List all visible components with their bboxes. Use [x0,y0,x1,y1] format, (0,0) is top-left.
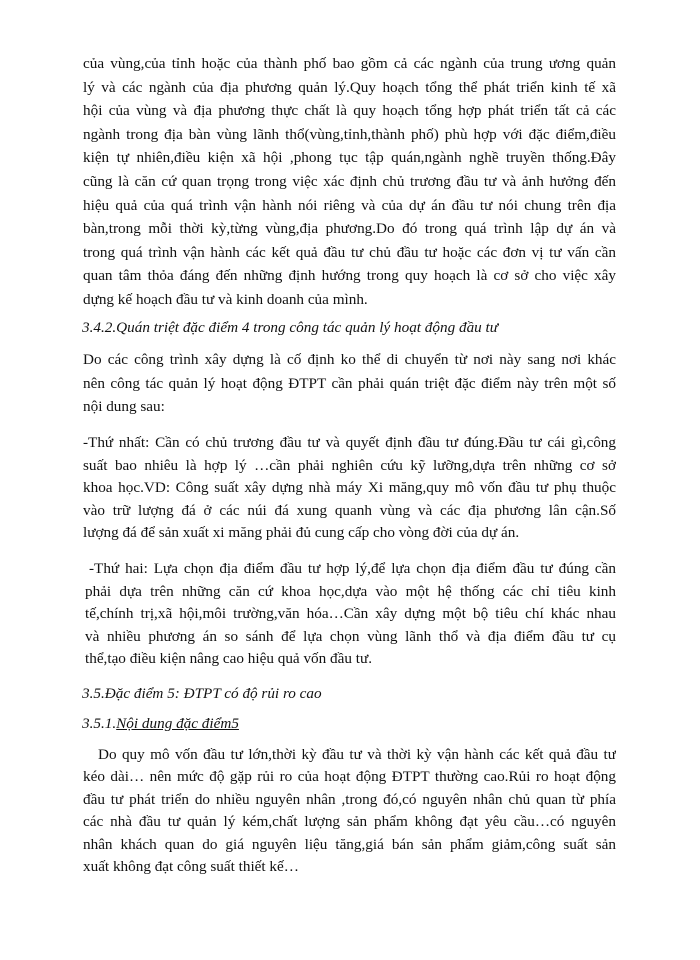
text-line: thể,tạo điều kiện nâng cao hiệu quả vốn đầu tư. [85,650,373,668]
text-line: phải dựa trên những căn cứ khoa học,dựa vào một hệ thống các chỉ tiêu kinh [85,582,616,600]
heading-3-5-1 [82,714,239,733]
text-line: ngành trong địa bàn vùng lãnh thổ(vùng,tỉnh,thành phố) phù hợp với đặc điểm,điều [83,125,616,143]
text-line: nội dung sau: [83,398,165,416]
heading-3-4-2-text: 3.4.2.Quán triệt đặc điểm 4 trong công tác quản lý hoạt động đầu tư [82,319,499,336]
text-line: -Thứ hai: Lựa chọn địa điểm đầu tư hợp lý,để lựa chọn địa điểm đầu tư đúng cần [89,560,616,577]
heading-3-4-2 [82,318,498,337]
text-line: quan tâm thỏa đáng đến những định hướng trong quy hoạch là cơ sở cho việc xây [83,267,616,285]
text-line: Do quy mô vốn đầu tư lớn,thời kỳ đầu tư và thời kỳ vận hành các kết quả đầu tư [98,746,616,763]
heading-3-5 [82,684,322,703]
text-line: trong quá trình vận hành các kết quả đầu tư chủ đầu tư hoặc các đơn vị tư vấn cần [83,243,616,261]
text-line: tế,chính trị,xã hội,môi trường,văn hóa…Cần xây dựng một bộ tiêu chí khác nhau [85,605,616,623]
text-line: cũng là căn cứ quan trọng trong việc xác định chủ trương đầu tư và ảnh hưởng đến [83,173,616,190]
text-line: hội của vùng và địa phương thực chất là quy hoạch tổng hợp phát triển tất cả các [83,102,616,120]
text-line: vào trữ lượng đá ở các núi đá xung quanh vùng và các địa phương lân cận.Số [83,501,616,519]
text-line: đầu tư phát triển do nhiều nguyên nhân ,trong đó,có nguyên nhân chủ quan từ phía [83,790,616,808]
text-line: kiện tự nhiên,điều kiện xã hội ,phong tục tập quán,ngành nghề truyền thống.Đây [83,149,616,167]
text-line: lượng đá để sản xuất xi măng phải đủ cung cấp cho vòng đời của dự án. [83,524,520,542]
text-line: bàn,trong mỗi thời kỳ,từng vùng,địa phương.Do đó trong quá trình lập dự án và [83,220,616,238]
heading-3-5-text: 3.5.Đặc điểm 5: ĐTPT có độ rủi ro cao [82,685,322,702]
text-line: suất bao nhiêu là hợp lý …cần phải nghiên cứu kỹ lưỡng,dựa trên những cơ sở [83,456,616,474]
text-line: khoa học.VD: Công suất xây dựng nhà máy Xi măng,quy mô vốn đầu tư phụ thuộc [83,479,616,497]
text-line: nên công tác quản lý hoạt động ĐTPT cần phải quán triệt đặc điểm này trên một số [83,374,616,392]
text-line: kéo dài… nên mức độ gặp rủi ro của hoạt động ĐTPT thường cao.Rủi ro hoạt động [83,768,616,786]
text-line: xuất không đạt công suất thiết kế… [83,858,299,875]
text-line: dựng kế hoạch đầu tư và kinh doanh của mình. [83,291,368,308]
heading-3-5-1-underlined: Nội dung đặc điểm5 [116,715,239,732]
text-line: của vùng,của tỉnh hoặc của thành phố bao gồm cả các ngành của trung ương quản [83,55,616,72]
text-line: -Thứ nhất: Cần có chủ trương đầu tư và quyết định đầu tư đúng.Đầu tư cái gì,công [83,434,616,451]
text-line: Do các công trình xây dựng là cố định ko thể di chuyển từ nơi này sang nơi khác [83,351,616,368]
text-line: và nhiều phương án so sánh để lựa chọn vùng lãnh thổ và địa điểm đầu tư cụ [85,627,616,645]
text-line: nhân khách quan do giá nguyên liệu tăng,giá bán sản phẩm giảm,công suất sản [83,835,616,853]
text-line: các nhà đầu tư quản lý kém,chất lượng sản phẩm không đạt yêu cầu…có nguyên [83,813,616,831]
text-line: lý và các ngành của địa phương quản lý.Quy hoạch tổng thể phát triển kinh tế xã [83,78,616,96]
heading-3-5-1-prefix: 3.5.1. [82,715,117,732]
text-line: hiệu quả của quá trình vận hành nói riêng và của dự án đầu tư nói chung trên địa [83,196,616,214]
